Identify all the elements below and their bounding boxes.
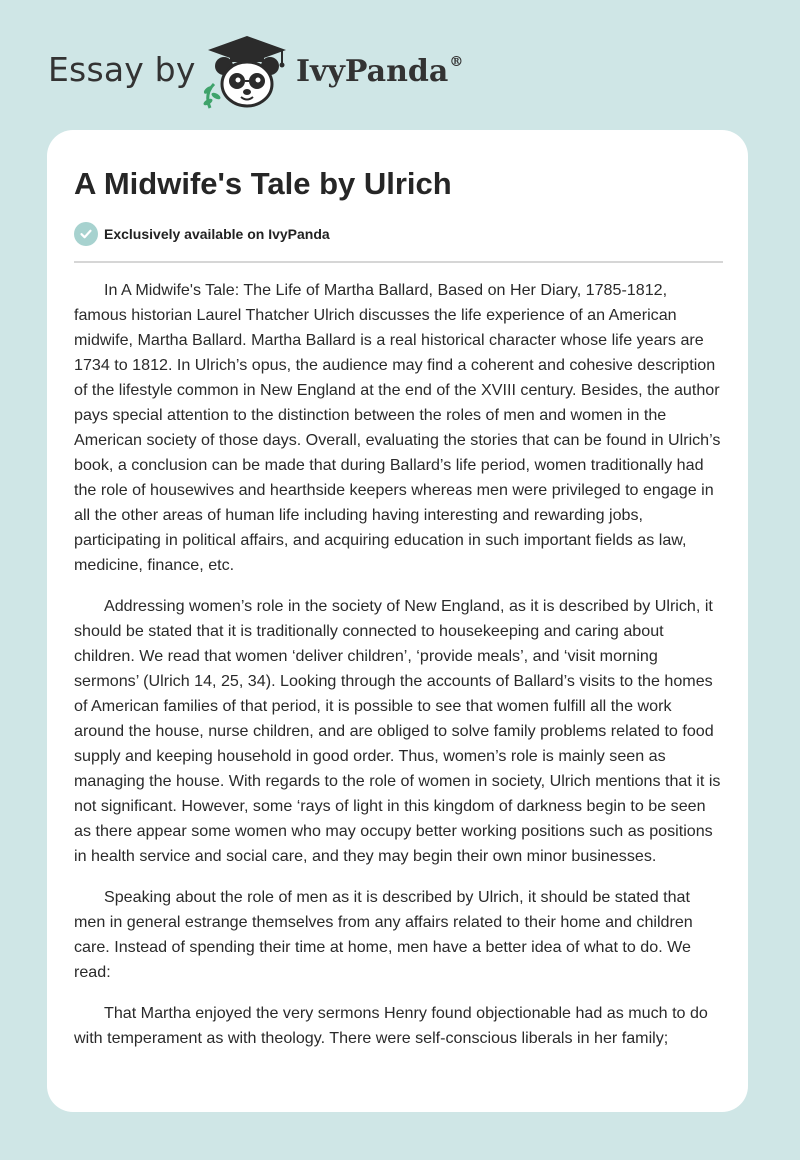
exclusive-badge <box>74 222 330 246</box>
page-title: A Midwife's Tale by Ulrich <box>74 166 452 201</box>
article-body <box>74 278 724 1067</box>
brand-label: IvyPanda <box>296 54 449 89</box>
essay-by-label: Essay by <box>48 50 196 89</box>
divider <box>74 261 723 263</box>
site-header <box>0 0 800 128</box>
brand-name[interactable] <box>296 54 463 89</box>
panda-logo-icon[interactable] <box>202 34 292 110</box>
paragraph: Speaking about the role of men as it is described by Ulrich, it should be stated that men in general estrange themselves from any affairs related to their home and children care. Instead of spending their time at home, men have a better idea of what to do. We read: <box>74 888 693 981</box>
paragraph: Addressing women’s role in the society of New England, as it is described by Ulrich, it should be stated that it is traditionally connected to housekeeping and caring about children. We read that women ‘deliver children’, ‘provide meals’, and ‘visit morning sermons’ (Ulrich 14, 25, 34). Looking through the accounts of Ballard’s visits to the homes of American families of that period, it is possible to see that women fulfill all the work around the house, nurse children, and are obliged to solve family problems related to food supply and keeping household in good order. Thus, women’s role is mainly seen as managing the house. With regards to the role of women in society, Ulrich mentions that it is not significant. However, some ‘rays of light in this kingdom of darkness begin to be seen as there appear some women who may occupy better working positions such as positions in health service and social care, and they may begin their own minor businesses. <box>74 597 721 865</box>
paragraph: In A Midwife's Tale: The Life of Martha Ballard, Based on Her Diary, 1785-1812, famous historian Laurel Thatcher Ulrich discusses the life experience of an American midwife, Martha Ballard. Martha Ballard is a real historical character whose life years are 1734 to 1812. In Ulrich’s opus, the audience may find a coherent and cohesive description of the lifestyle common in New England at the end of the XVIII century. Besides, the author pays special attention to the distinction between the roles of men and women in the American society of those days. Overall, evaluating the stories that can be found in Ulrich’s book, a conclusion can be made that during Ballard’s life period, women traditionally had the role of housewives and hearthside keepers whereas men were privileged to engage in all the other areas of human life including having interesting and rewarding jobs, participating in political affairs, and acquiring education in such important fields as law, medicine, finance, etc. <box>74 281 721 574</box>
check-icon <box>74 222 98 246</box>
paragraph: That Martha enjoyed the very sermons Henry found objectionable had as much to do with temperament as with theology. There were self-conscious liberals in her family; <box>74 1004 708 1047</box>
registered-mark: ® <box>449 54 464 70</box>
article-card <box>47 130 748 1112</box>
exclusive-badge-label: Exclusively available on IvyPanda <box>104 226 330 242</box>
